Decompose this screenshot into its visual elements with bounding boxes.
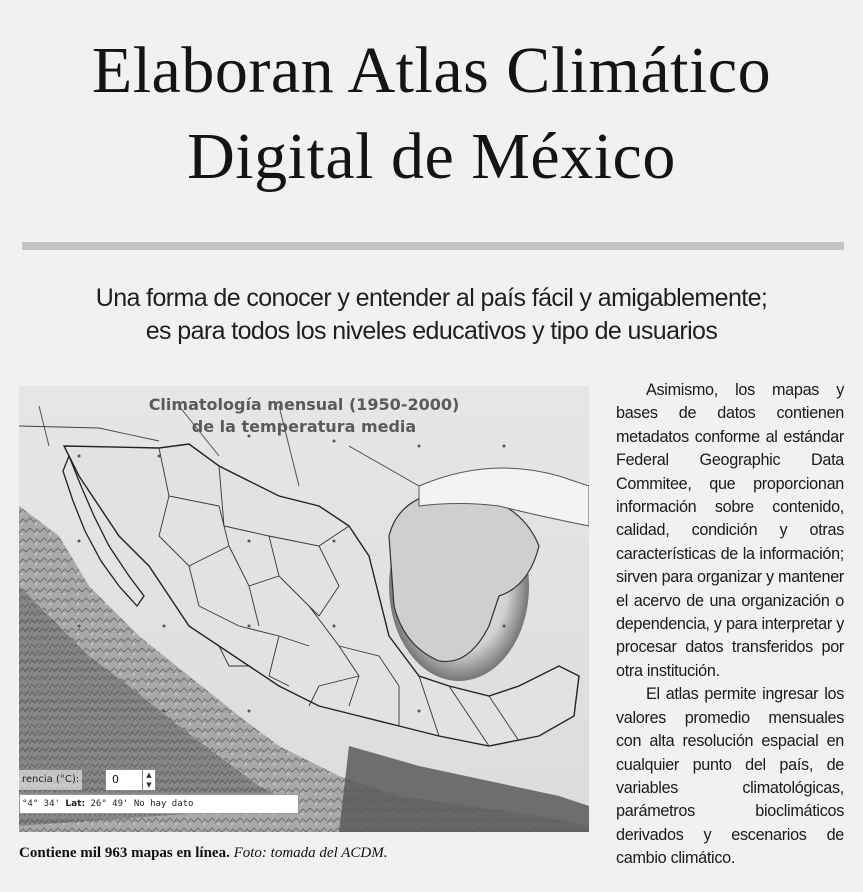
headline-line-2: Digital de México (187, 120, 676, 193)
body-column (616, 379, 844, 871)
caption-text: Contiene mil 963 mapas en línea. (19, 845, 230, 861)
subheadline (0, 282, 863, 348)
map-title (19, 394, 589, 438)
divider-rule (22, 242, 844, 250)
difference-input: 0 (105, 769, 147, 791)
difference-label: rencia (°C): (19, 770, 82, 790)
body-paragraph-2: El atlas permite ingresar los valores promedio mensuales con alta resolución espacial en cualquier punto del país, de variables climatológicas, parámetros bioclimáticos derivados y escenarios de cambio climático. (616, 685, 844, 868)
map-title-line-1: Climatología mensual (1950-2000) (148, 395, 460, 414)
body-paragraph-1: Asimismo, los mapas y bases de datos contienen metadatos conforme al estándar Federal Geographic Data Commitee, que proporcionan información sobre contenido, calidad, condición y otras características de la información; sirven para organizar y mantener el acervo de una organización o dependencia, y para interpretar y procesar datos transferidos por otra institución. (616, 381, 844, 680)
headline (0, 28, 863, 200)
longitude-value: °4° 34' (22, 799, 60, 809)
coordinate-readout (19, 794, 299, 814)
latitude-value: 26° 49' (90, 799, 129, 809)
map-image (19, 386, 589, 832)
photo-caption (19, 843, 599, 863)
subheadline-line-2: es para todos los niveles educativos y tipo de usuarios (145, 317, 718, 345)
map-photo (19, 386, 589, 832)
subheadline-line-1: Una forma de conocer y entender al país fácil y amigablemente; (95, 284, 768, 312)
caption-credit: Foto: tomada del ACDM. (233, 845, 388, 861)
headline-line-1: Elaboran Atlas Climático (91, 34, 772, 107)
map-title-line-2: de la temperatura media (191, 417, 417, 436)
latitude-label: Lat: (65, 799, 86, 809)
spinner-arrows-icon: ▲ ▼ (142, 769, 156, 791)
data-status: No hay dato (133, 799, 194, 809)
